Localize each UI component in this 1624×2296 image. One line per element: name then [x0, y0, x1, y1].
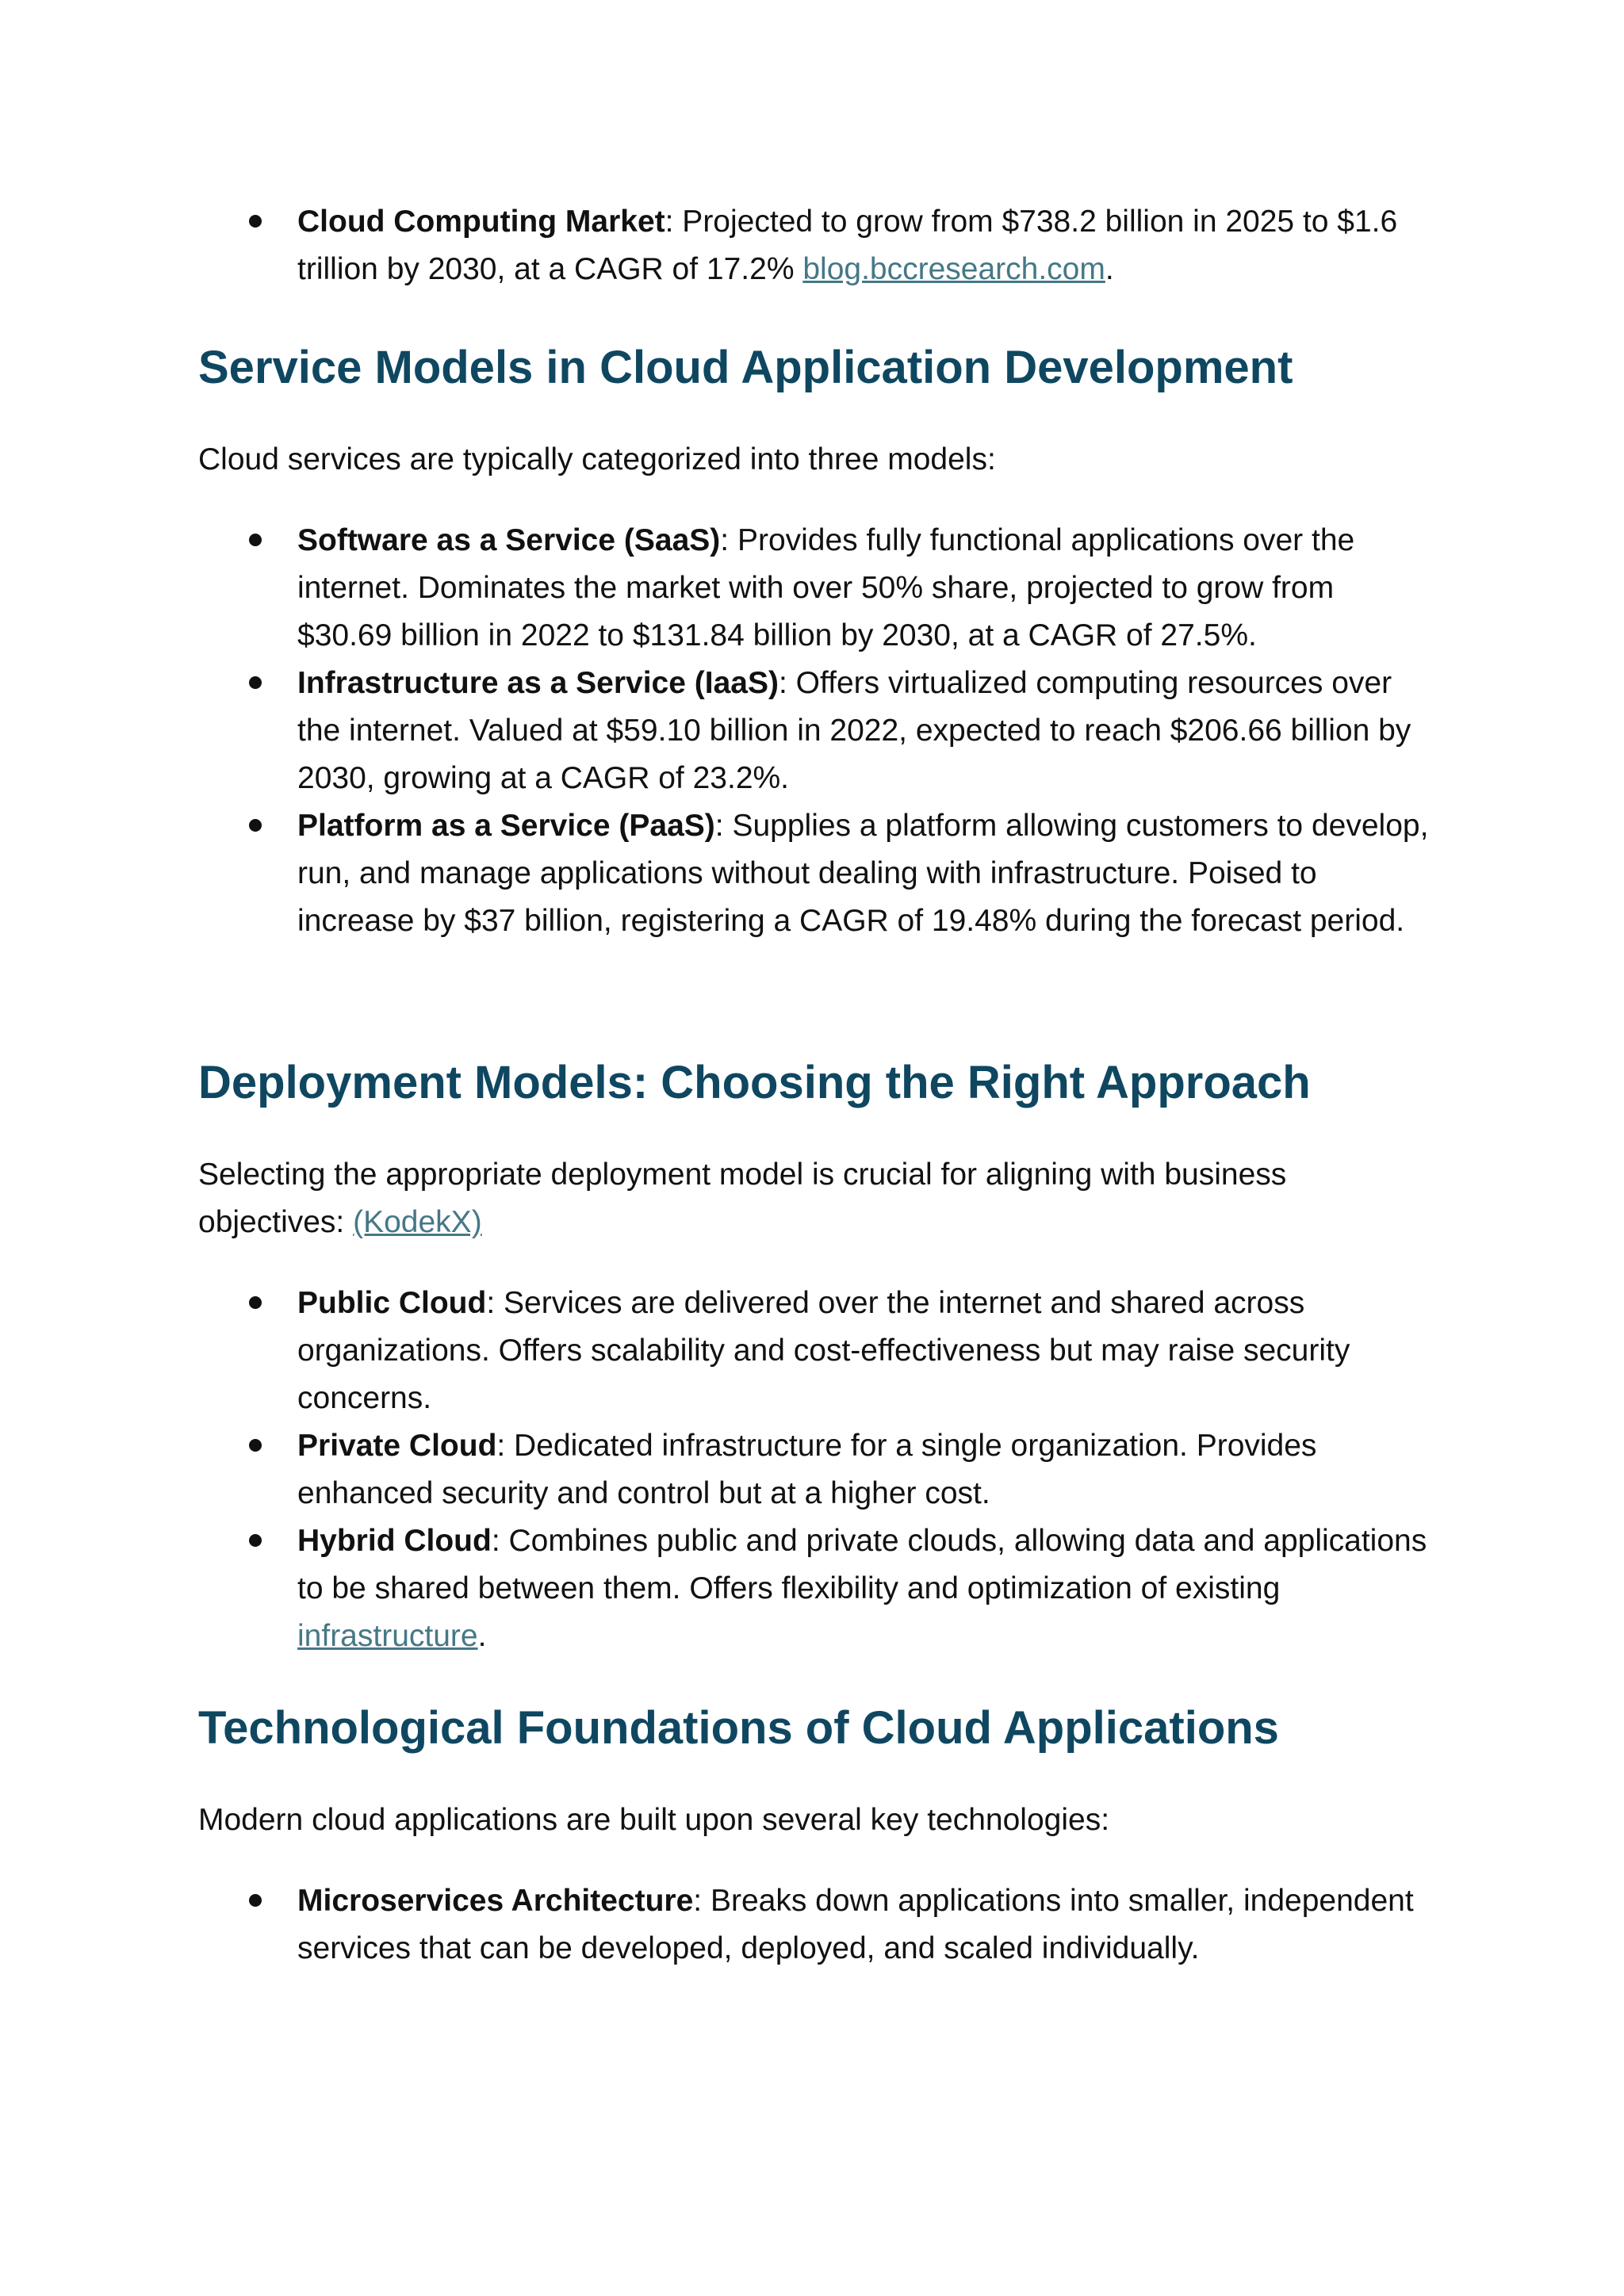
list-item-paas	[198, 802, 1435, 945]
bullet-icon	[249, 1439, 262, 1452]
term-label: Software as a Service (SaaS)	[297, 523, 721, 557]
term-label: Microservices Architecture	[297, 1884, 694, 1918]
list-item-hybrid-cloud	[198, 1517, 1435, 1660]
item-text: : Dedicated infrastructure for a single organization. Provides enhanced security and control but at a higher cost.	[297, 1429, 1317, 1510]
bullet-icon	[249, 1894, 262, 1907]
item-tail: .	[1105, 252, 1114, 286]
bullet-icon	[249, 819, 262, 832]
item-text: : Offers virtualized computing resources over the internet. Valued at $59.10 billion in 2022, expected to reach $206.66 billion by 2030, growing at a CAGR of 23.2%.	[297, 666, 1411, 795]
item-text: : Services are delivered over the internet and shared across organizations. Offers scalability and cost-effectiveness but may raise security concerns.	[297, 1286, 1350, 1415]
list-item-iaas	[198, 660, 1435, 802]
term-label: Platform as a Service (PaaS)	[297, 809, 715, 843]
item-text: : Breaks down applications into smaller, independent services that can be developed, deployed, and scaled individually.	[297, 1884, 1414, 1965]
bullet-icon	[249, 1534, 262, 1547]
section-heading-technological-foundations: Technological Foundations of Cloud Applications	[198, 1702, 1279, 1754]
bullet-icon	[249, 1296, 262, 1309]
kodekx-link[interactable]: (KodekX)	[353, 1205, 482, 1239]
deployment-list	[198, 1280, 1435, 1660]
section-heading-deployment-models: Deployment Models: Choosing the Right Approach	[198, 1057, 1311, 1108]
source-link[interactable]: blog.bccresearch.com	[802, 252, 1105, 286]
item-tail: .	[477, 1619, 487, 1653]
item-text: : Combines public and private clouds, allowing data and applications to be shared between them. Offers flexibility and optimization of existing	[297, 1524, 1427, 1605]
tech-list	[198, 1877, 1435, 1973]
list-item-market	[198, 198, 1435, 293]
term-label: Infrastructure as a Service (IaaS)	[297, 666, 779, 700]
term-label: Public Cloud	[297, 1286, 487, 1320]
bullet-icon	[249, 676, 262, 689]
infrastructure-link[interactable]: infrastructure	[297, 1619, 478, 1653]
list-item-saas	[198, 517, 1435, 660]
deployment-intro	[198, 1151, 1435, 1246]
term-label: Hybrid Cloud	[297, 1524, 492, 1558]
document-page	[198, 198, 1435, 1973]
market-list	[198, 198, 1435, 293]
service-list	[198, 517, 1435, 945]
list-item-public-cloud	[198, 1280, 1435, 1422]
item-text: : Projected to grow from $738.2 billion in 2025 to $1.6 trillion by 2030, at a CAGR of 17.2%	[297, 205, 1398, 286]
tech-intro: Modern cloud applications are built upon several key technologies:	[198, 1803, 1110, 1837]
item-text: : Provides fully functional applications over the internet. Dominates the market with over 50% share, projected to grow from $30.69 billion in 2022 to $131.84 billion by 2030, at a CAGR of 27.5%.	[297, 523, 1355, 652]
bullet-icon	[249, 534, 262, 546]
term-label: Private Cloud	[297, 1429, 497, 1463]
list-item-microservices	[198, 1877, 1435, 1973]
service-intro: Cloud services are typically categorized into three models:	[198, 442, 996, 476]
list-item-private-cloud	[198, 1422, 1435, 1517]
term-label: Cloud Computing Market	[297, 205, 665, 239]
section-heading-service-models: Service Models in Cloud Application Development	[198, 342, 1293, 393]
bullet-icon	[249, 215, 262, 228]
intro-text: Selecting the appropriate deployment model is crucial for aligning with business objectives:	[198, 1158, 1287, 1239]
item-text: : Supplies a platform allowing customers to develop, run, and manage applications without dealing with infrastructure. Poised to increase by $37 billion, registering a CAGR of 19.48% during the forecast period.	[297, 809, 1429, 938]
